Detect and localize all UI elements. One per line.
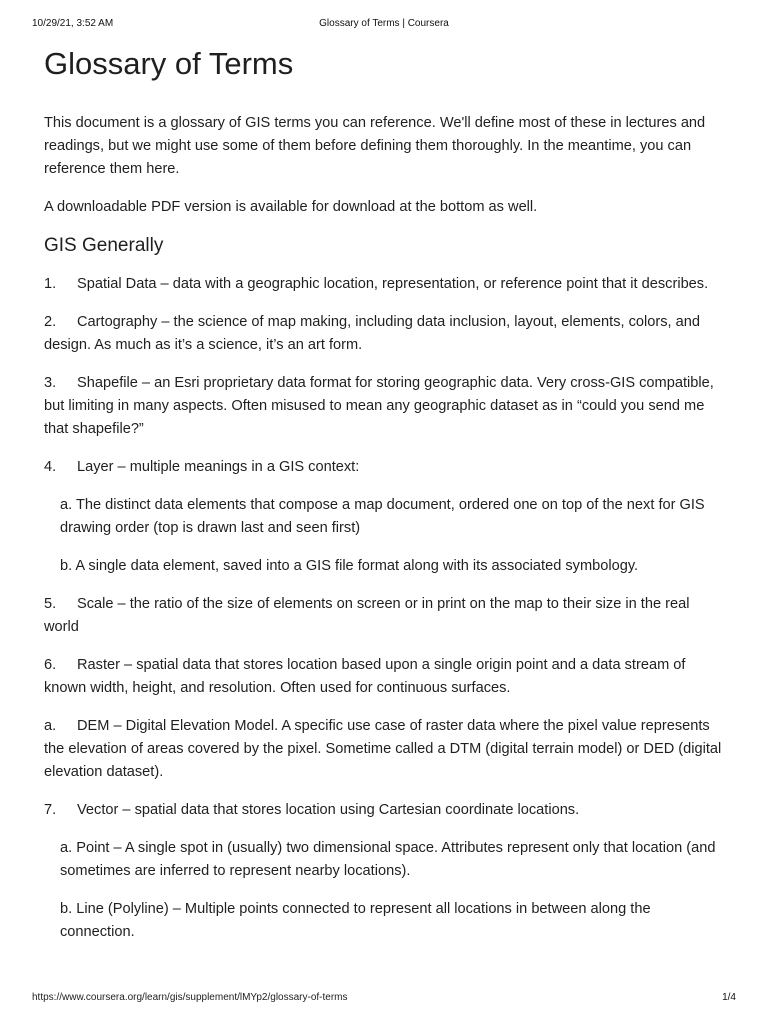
document-body <box>44 44 724 959</box>
page-number: 1/4 <box>722 992 736 1003</box>
glossary-item <box>44 593 724 639</box>
item-text: Raster – spatial data that stores location based upon a single origin point and a data stream of known width, height, and resolution. Often used for continuous surfaces. <box>44 657 686 696</box>
item-number: 3. <box>44 375 57 391</box>
item-number: 5. <box>44 596 57 612</box>
item-text: Scale – the ratio of the size of elements on screen or in print on the map to their size in the real world <box>44 596 690 635</box>
item-number: 1. <box>44 276 57 292</box>
glossary-item <box>44 654 724 700</box>
item-number: a. <box>44 718 57 734</box>
item-text: Spatial Data – data with a geographic location, representation, or reference point that it describes. <box>77 276 709 292</box>
print-footer <box>32 992 736 1006</box>
glossary-subitem: b. A single data element, saved into a GIS file format along with its associated symbology. <box>60 558 639 574</box>
item-text: Cartography – the science of map making, including data inclusion, layout, elements, colors, and design. As much as it’s a science, it’s an art form. <box>44 314 701 353</box>
item-text: Shapefile – an Esri proprietary data format for storing geographic data. Very cross-GIS compatible, but limiting in many aspects. Often misused to mean any geographic dataset as in “could you send me that shapefile?” <box>44 375 714 437</box>
item-number: 2. <box>44 314 57 330</box>
print-datetime: 10/29/21, 3:52 AM <box>32 18 114 29</box>
intro-paragraph: This document is a glossary of GIS terms you can reference. We'll define most of these in lectures and readings, but we might use some of them before defining them thoroughly. In the meantime, you can reference them here. <box>44 115 706 177</box>
section-title: GIS Generally <box>44 235 164 256</box>
item-number: 6. <box>44 657 57 673</box>
glossary-item <box>44 456 724 479</box>
pdf-note: A downloadable PDF version is available for download at the bottom as well. <box>44 199 538 215</box>
glossary-item <box>44 715 724 784</box>
print-page-title: Glossary of Terms | Coursera <box>319 18 449 29</box>
glossary-item <box>44 273 724 296</box>
glossary-item <box>44 372 724 441</box>
item-number: 7. <box>44 802 57 818</box>
print-header <box>32 18 736 32</box>
glossary-item <box>44 799 724 822</box>
glossary-subitem: a. The distinct data elements that compose a map document, ordered one on top of the next for GIS drawing order (top is drawn last and seen first) <box>60 497 705 536</box>
page-title: Glossary of Terms <box>44 46 294 81</box>
glossary-subitem: a. Point – A single spot in (usually) two dimensional space. Attributes represent only that location (and sometimes are inferred to represent nearby locations). <box>60 840 716 879</box>
item-text: DEM – Digital Elevation Model. A specific use case of raster data where the pixel value represents the elevation of areas covered by the pixel. Sometime called a DTM (digital terrain model) or DED (digital elevation dataset). <box>44 718 722 780</box>
item-number: 4. <box>44 459 57 475</box>
glossary-item <box>44 311 724 357</box>
item-text: Vector – spatial data that stores location using Cartesian coordinate locations. <box>77 802 580 818</box>
glossary-subitem: b. Line (Polyline) – Multiple points connected to represent all locations in between along the connection. <box>60 901 651 940</box>
page-url-link[interactable]: https://www.coursera.org/learn/gis/supplement/lMYp2/glossary-of-terms <box>32 992 348 1003</box>
item-text: Layer – multiple meanings in a GIS context: <box>77 459 360 475</box>
